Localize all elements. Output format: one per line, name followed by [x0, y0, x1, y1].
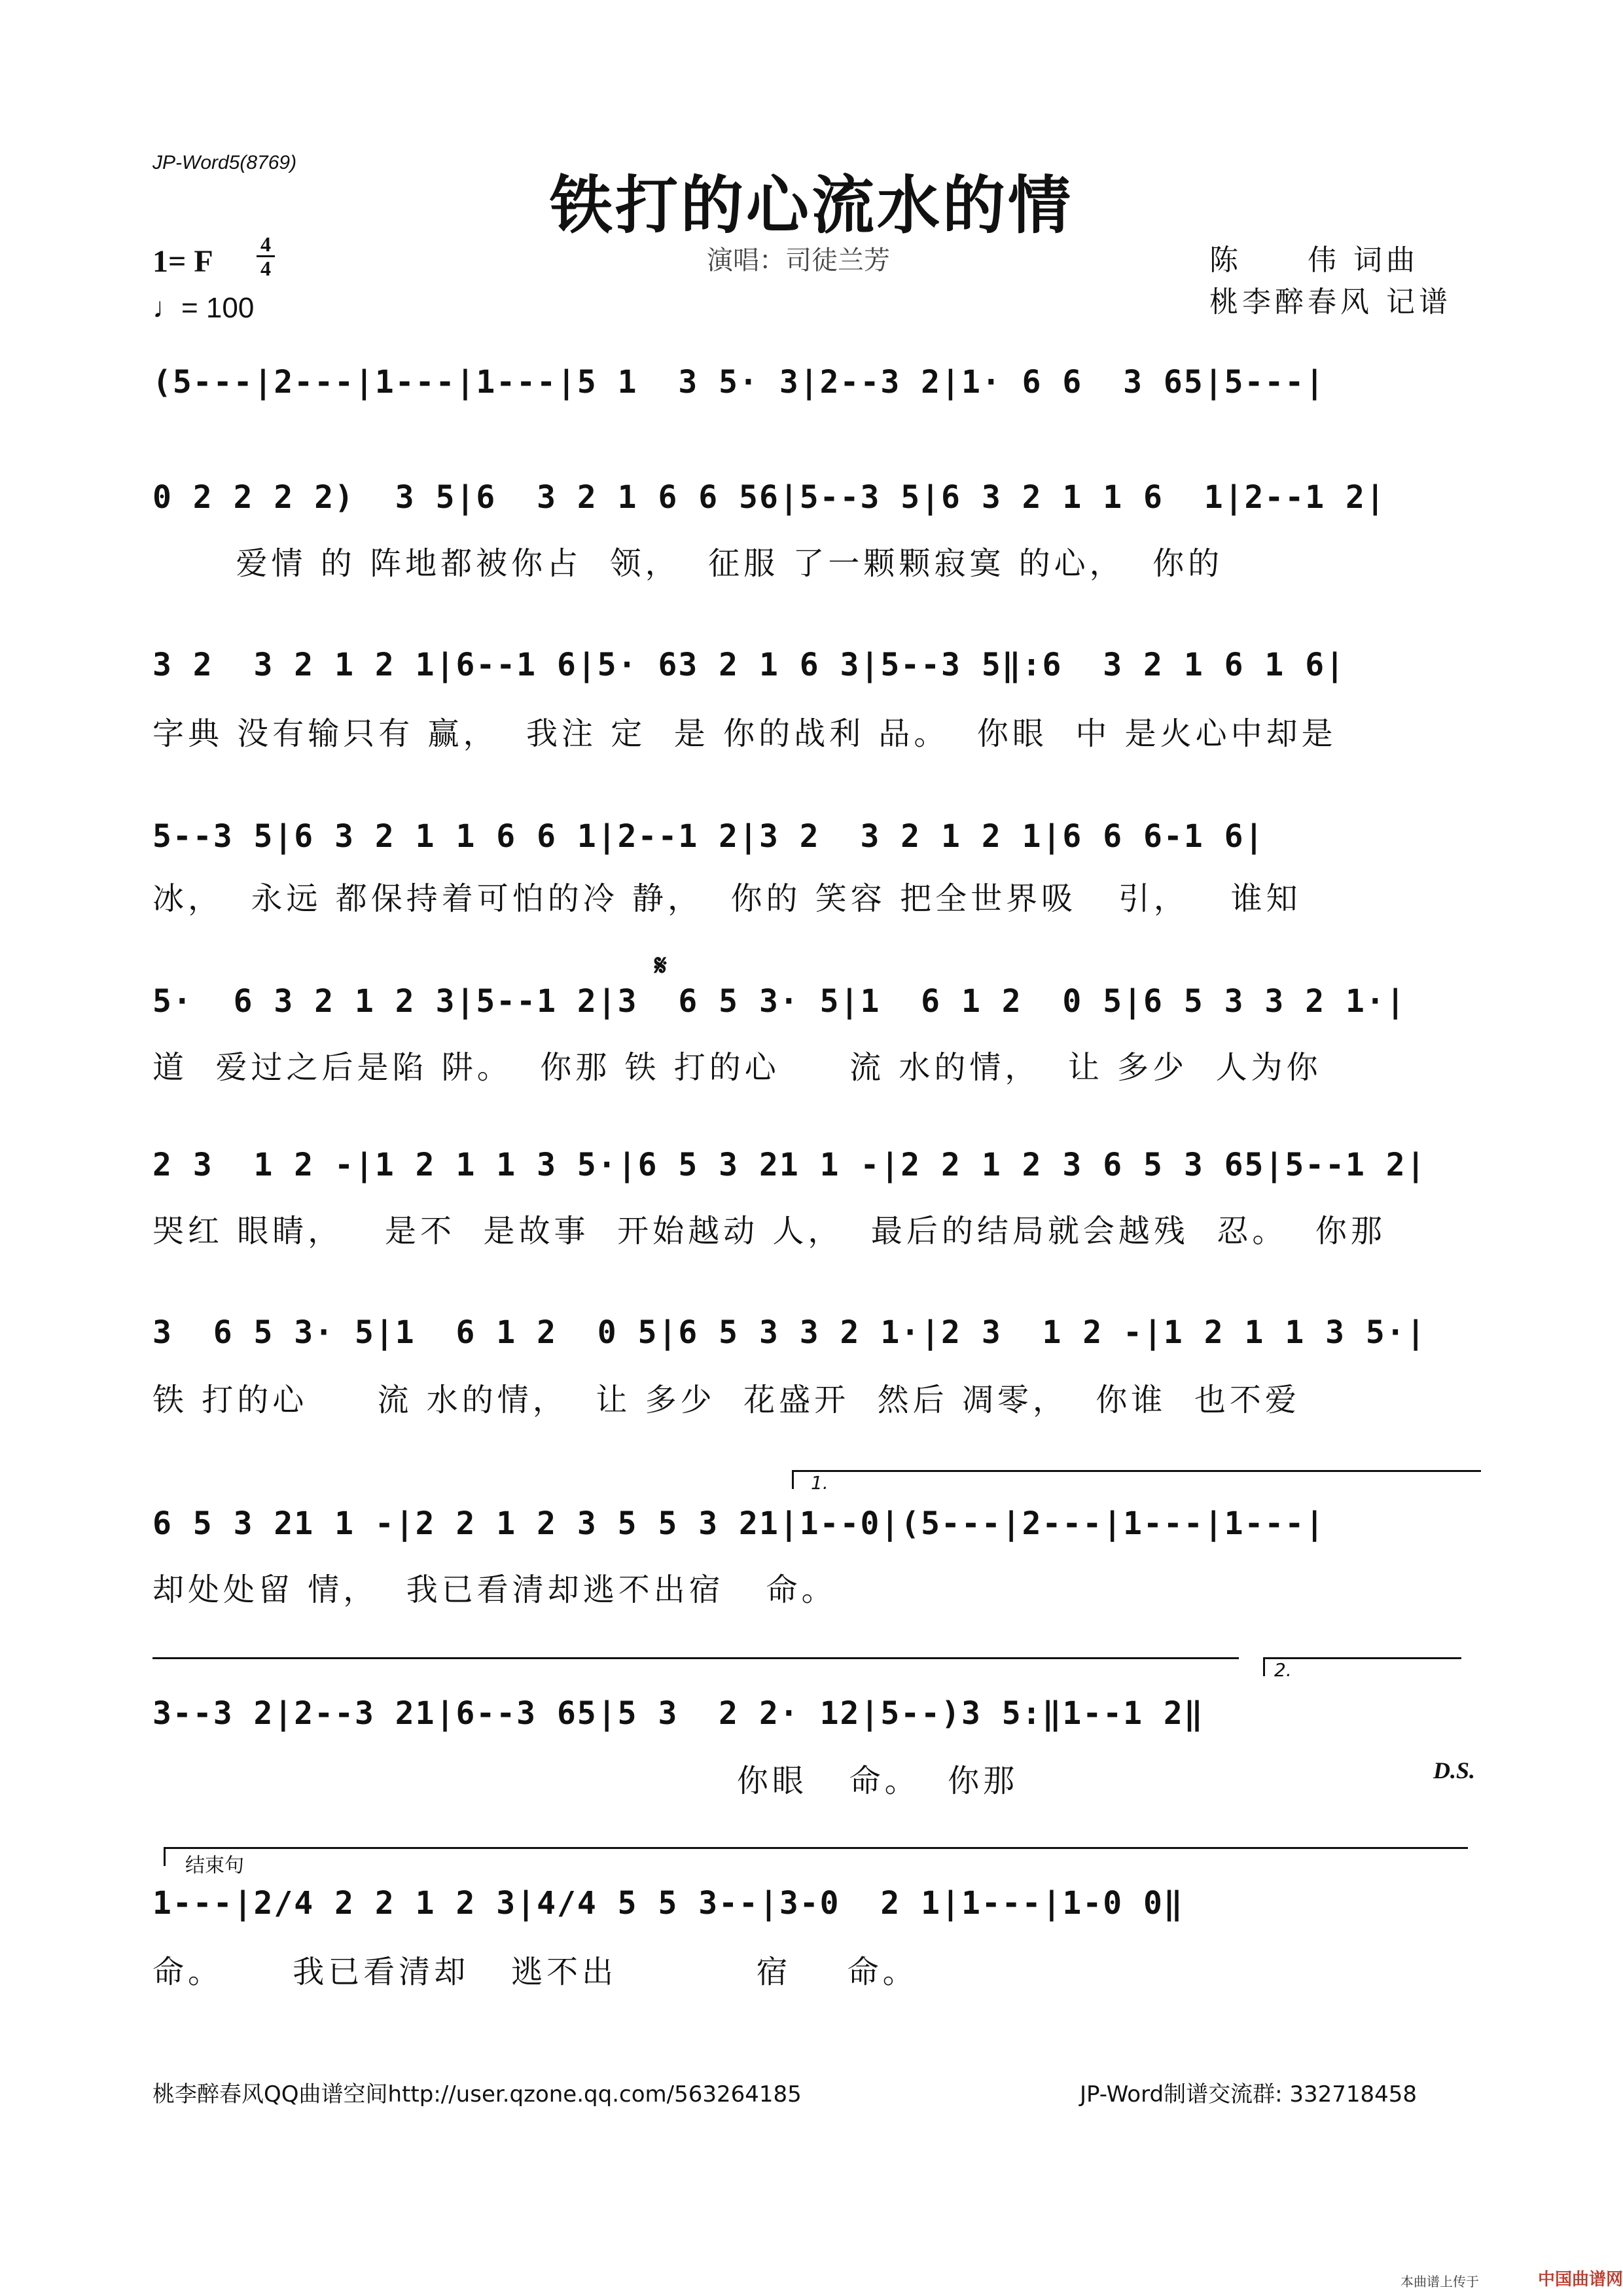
lyrics-line-9: 你眼 命。 你那 — [152, 1763, 1019, 1799]
lyrics-line-10: 命。 我已看清却 逃不出 宿 命。 — [152, 1954, 918, 1990]
notation-line-5: 5· 6 3 2 1 2 3|5--1 2|3 6 5 3· 5|1 6 1 2 0 5|6 5 3 3 2 1·| — [152, 983, 1406, 1020]
ds-marking: D.S. — [1433, 1757, 1476, 1784]
notation-line-4: 5--3 5|6 3 2 1 1 6 6 1|2--1 2|3 2 3 2 1 2 1|6 6 6-1 6| — [152, 818, 1265, 855]
meter-bottom: 4 — [260, 257, 271, 280]
tempo-mark: ♩= 100 — [152, 292, 255, 324]
notation-line-10: 1---|2/4 2 2 1 2 3|4/4 5 5 3--|3-0 2 1|1---|1-0 0‖ — [152, 1885, 1184, 1922]
volta-2-bracket — [1263, 1657, 1461, 1681]
lyrics-line-2: 爱情 的 阵地都被你占 领， 征服 了一颗颗寂寞 的心， 你的 — [152, 545, 1224, 582]
lyrics-line-8: 却处处留 情， 我已看清却逃不出宿 命。 — [152, 1571, 837, 1608]
transcriber-credit: 桃李醉春风 记谱 — [1209, 285, 1452, 319]
segno-sign: 𝄋 — [654, 949, 667, 982]
volta-1-label: 1. — [811, 1472, 829, 1494]
key-signature: 1= F — [152, 244, 213, 279]
ending-bracket — [164, 1847, 1468, 1877]
composer-credit: 陈 伟 词曲 — [1209, 243, 1419, 277]
credits-block — [1209, 240, 1452, 323]
notation-line-6: 2 3 1 2 -|1 2 1 1 3 5·|6 5 3 21 1 -|2 2 1 2 3 6 5 3 65|5--1 2| — [152, 1147, 1427, 1183]
volta-1-bracket — [792, 1470, 1481, 1494]
lyrics-line-5: 道 爱过之后是陷 阱。 你那 铁 打的心 流 水的情， 让 多少 人为你 — [152, 1049, 1322, 1086]
notation-line-3: 3 2 3 2 1 2 1|6--1 6|5· 63 2 1 6 3|5--3 5‖:6 3 2 1 6 1 6| — [152, 647, 1346, 683]
notation-line-9: 3--3 2|2--3 21|6--3 65|5 3 2 2· 12|5--)3 5:‖1--1 2‖ — [152, 1695, 1204, 1732]
notation-line-7: 3 6 5 3· 5|1 6 1 2 0 5|6 5 3 3 2 1·|2 3 1 2 -|1 2 1 1 3 5·| — [152, 1314, 1427, 1351]
singer-credit: 演唱：司徒兰芳 — [707, 245, 890, 276]
volta-2-label: 2. — [1274, 1659, 1292, 1681]
time-signature — [257, 233, 275, 279]
lyrics-line-1 — [152, 432, 1481, 471]
meter-top: 4 — [260, 232, 271, 256]
volta-1-continuation — [152, 1657, 1239, 1659]
lyrics-line-3: 字典 没有输只有 赢， 我注 定 是 你的战利 品。 你眼 中 是火心中却是 — [152, 715, 1337, 752]
ending-label: 结束句 — [185, 1854, 244, 1877]
footer-url: 桃李醉春风QQ曲谱空间http://user.qzone.qq.com/563264185 — [152, 2081, 802, 2108]
song-title: 铁打的心流水的情 — [550, 169, 1073, 242]
notation-line-8: 6 5 3 21 1 -|2 2 1 2 3 5 5 3 21|1--0|(5---|2---|1---|1---| — [152, 1505, 1326, 1542]
upload-note: 本曲谱上传于 — [1400, 2274, 1479, 2289]
footer-group: JP-Word制谱交流群: 332718458 — [1080, 2081, 1418, 2108]
source-tag: JP-Word5(8769) — [152, 152, 297, 173]
lyrics-line-6: 哭红 眼睛， 是不 是故事 开始越动 人， 最后的结局就会越残 忍。 你那 — [152, 1213, 1386, 1249]
lyrics-line-7: 铁 打的心 流 水的情， 让 多少 花盛开 然后 凋零， 你谁 也不爱 — [152, 1382, 1300, 1418]
site-brand: 中国曲谱网 — [1538, 2270, 1623, 2289]
lyrics-line-4: 冰， 永远 都保持着可怕的冷 静， 你的 笑容 把全世界吸 引， 谁知 — [152, 880, 1302, 917]
notation-line-2: 0 2 2 2 2) 3 5|6 3 2 1 6 6 56|5--3 5|6 3 2 1 1 6 1|2--1 2| — [152, 479, 1386, 516]
notation-line-1: (5---|2---|1---|1---|5 1 3 5· 3|2--3 2|1· 6 6 3 65|5---| — [152, 364, 1326, 401]
